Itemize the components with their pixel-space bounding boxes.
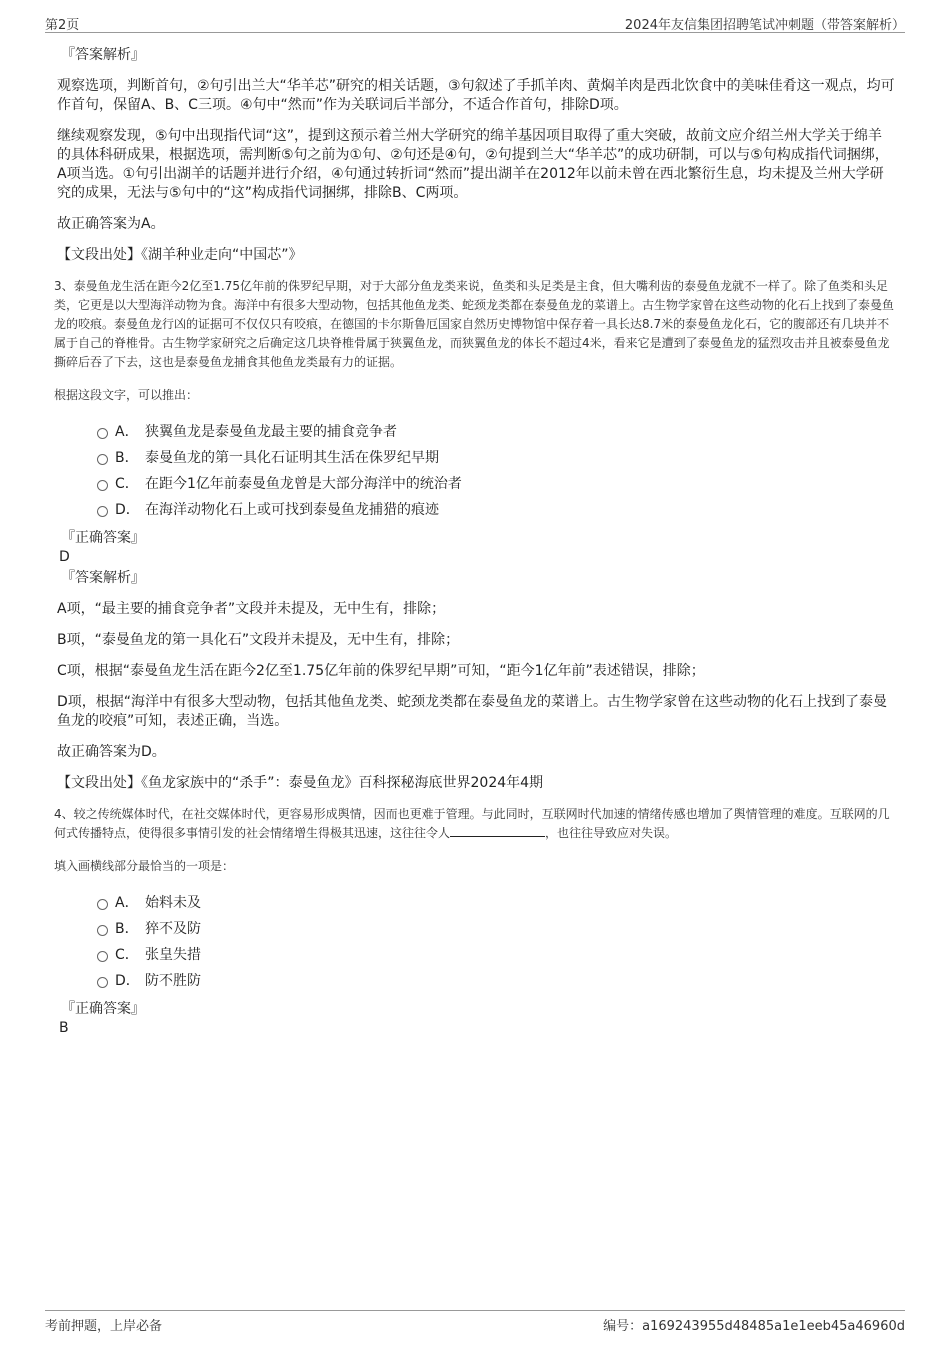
correct-answer: D — [59, 549, 70, 565]
option-letter: A． — [115, 895, 139, 911]
option-text: 狭翼鱼龙是泰曼鱼龙最主要的捕食竞争者 — [145, 424, 397, 440]
analysis-label: 『答案解析』 — [61, 47, 145, 63]
option-text: 泰曼鱼龙的第一具化石证明其生活在侏罗纪早期 — [145, 450, 439, 466]
question-3-stem: 3、泰曼鱼龙生活在距今2亿至1.75亿年前的侏罗纪早期，对于大部分鱼龙类来说，鱼类和头足类是主食，但大嘴利齿的泰曼鱼龙就不一样了。除了鱼类和头足类，它更是以大型海洋动物为食。海洋中有很多大型动物，包括其他鱼龙类、蛇颈龙类都在泰曼鱼龙的菜谱上。古生物学家曾在这些动物的化石上找到了泰曼鱼龙的咬痕。泰曼鱼龙行凶的证据可不仅仅只有咬痕，在德国的卡尔斯鲁厄国家自然历史博物馆中保存着一具长达8.7米的泰曼鱼龙化石，它的腹部还有几块并不属于自己的脊椎骨。古生物学家研究之后确定这几块脊椎骨属于狭翼鱼龙，而狭翼鱼龙的体长不超过4米，看来它是遭到了泰曼鱼龙的猛烈攻击并且被泰曼鱼龙撕碎后吞了下去，这也是泰曼鱼龙捕食其他鱼龙类最有力的证据。 — [54, 279, 895, 369]
analysis-paragraph: C项，根据“泰曼鱼龙生活在距今2亿至1.75亿年前的侏罗纪早期”可知，“距今1亿年前”表述错误，排除； — [57, 663, 705, 679]
analysis-paragraph: 观察选项，判断首句，②句引出兰大“华羊芯”研究的相关话题，③句叙述了手抓羊肉、黄焖羊肉是西北饮食中的美味佳肴这一观点，均可作首句，保留A、B、C三项。④句中“然而”作为关联词后半部分，不适合作首句，排除D项。 — [57, 78, 895, 113]
footer-slogan: 考前押题，上岸必备 — [45, 1319, 163, 1334]
analysis-paragraph: D项，根据“海洋中有很多大型动物，包括其他鱼龙类、蛇颈龙类都在泰曼鱼龙的菜谱上。古生物学家曾在这些动物的化石上找到了泰曼鱼龙的咬痕”可知，表述正确，当选。 — [57, 694, 888, 729]
fill-blank — [450, 824, 545, 837]
radio-icon[interactable] — [97, 454, 108, 465]
option-b[interactable] — [97, 445, 895, 471]
analysis-paragraph: A项，“最主要的捕食竞争者”文段并未提及，无中生有，排除； — [57, 601, 446, 617]
correct-answer: B — [59, 1020, 69, 1036]
option-letter: C． — [115, 476, 139, 492]
option-text: 在海洋动物化石上或可找到泰曼鱼龙捕猎的痕迹 — [145, 502, 439, 518]
option-letter: C． — [115, 947, 139, 963]
page-content — [54, 46, 895, 1040]
analysis-label: 『答案解析』 — [61, 570, 145, 586]
option-text: 张皇失措 — [145, 947, 201, 963]
document-code: 编号：a169243955d48485a1e1eeb45a46960d — [603, 1319, 905, 1334]
stem-text: ，也往往导致应对失误。 — [545, 826, 678, 840]
option-text: 始料未及 — [145, 895, 201, 911]
option-letter: B． — [115, 450, 139, 466]
radio-icon[interactable] — [97, 428, 108, 439]
option-letter: D． — [115, 973, 140, 989]
option-d[interactable] — [97, 968, 895, 994]
option-c[interactable] — [97, 471, 895, 497]
analysis-paragraph: 继续观察发现，⑤句中出现指代词“这”，提到这预示着兰州大学研究的绵羊基因项目取得了重大突破，故前文应介绍兰州大学关于绵羊的具体科研成果，根据选项，需判断⑤句之前为①句、②句还是④句，②句提到兰大“华羊芯”的成功研制，可以与⑤句构成指代词捆绑，A项当选。①句引出湖羊的话题并进行介绍，④句通过转折词“然而”提出湖羊在2012年以前未曾在西北繁衍生息，均未提及兰州大学研究的成果，无法与⑤句中的“这”构成指代词捆绑，排除B、C两项。 — [57, 128, 889, 201]
page-footer — [45, 1310, 905, 1333]
question-4-stem — [54, 805, 895, 843]
radio-icon[interactable] — [97, 480, 108, 491]
question-3-lead: 根据这段文字，可以推出： — [54, 388, 199, 402]
question-3-options — [97, 419, 895, 523]
radio-icon[interactable] — [97, 506, 108, 517]
document-title: 2024年友信集团招聘笔试冲刺题（带答案解析） — [624, 18, 905, 33]
stem-text: 4、较之传统媒体时代，在社交媒体时代，更容易形成舆情，因而也更难于管理。与此同时，互联网时代加速的情绪传感也增加了舆情管理的难度。互联网的几何式传播特点，使得很多事情引发的社会情绪增生得极其迅速，这往往令人 — [54, 807, 890, 840]
option-text: 在距今1亿年前泰曼鱼龙曾是大部分海洋中的统治者 — [145, 476, 462, 492]
option-d[interactable] — [97, 497, 895, 523]
radio-icon[interactable] — [97, 899, 108, 910]
option-a[interactable] — [97, 890, 895, 916]
page-number: 第2页 — [45, 18, 80, 33]
option-text: 猝不及防 — [145, 921, 201, 937]
correct-answer-label: 『正确答案』 — [61, 530, 145, 546]
correct-answer-label: 『正确答案』 — [61, 1001, 145, 1017]
option-a[interactable] — [97, 419, 895, 445]
radio-icon[interactable] — [97, 951, 108, 962]
source-citation: 【文段出处】《鱼龙家族中的“杀手”：泰曼鱼龙》百科探秘海底世界2024年4期 — [57, 775, 544, 791]
page-header — [45, 12, 905, 33]
option-c[interactable] — [97, 942, 895, 968]
analysis-paragraph: B项，“泰曼鱼龙的第一具化石”文段并未提及，无中生有，排除； — [57, 632, 460, 648]
analysis-conclusion: 故正确答案为D。 — [57, 744, 166, 760]
option-b[interactable] — [97, 916, 895, 942]
option-text: 防不胜防 — [145, 973, 201, 989]
option-letter: A． — [115, 424, 139, 440]
option-letter: B． — [115, 921, 139, 937]
option-letter: D． — [115, 502, 140, 518]
radio-icon[interactable] — [97, 925, 108, 936]
analysis-conclusion: 故正确答案为A。 — [57, 216, 165, 232]
radio-icon[interactable] — [97, 977, 108, 988]
question-4-lead: 填入画横线部分最恰当的一项是： — [54, 859, 235, 873]
source-citation: 【文段出处】《湖羊种业走向“中国芯”》 — [57, 247, 303, 263]
question-4-options — [97, 890, 895, 994]
